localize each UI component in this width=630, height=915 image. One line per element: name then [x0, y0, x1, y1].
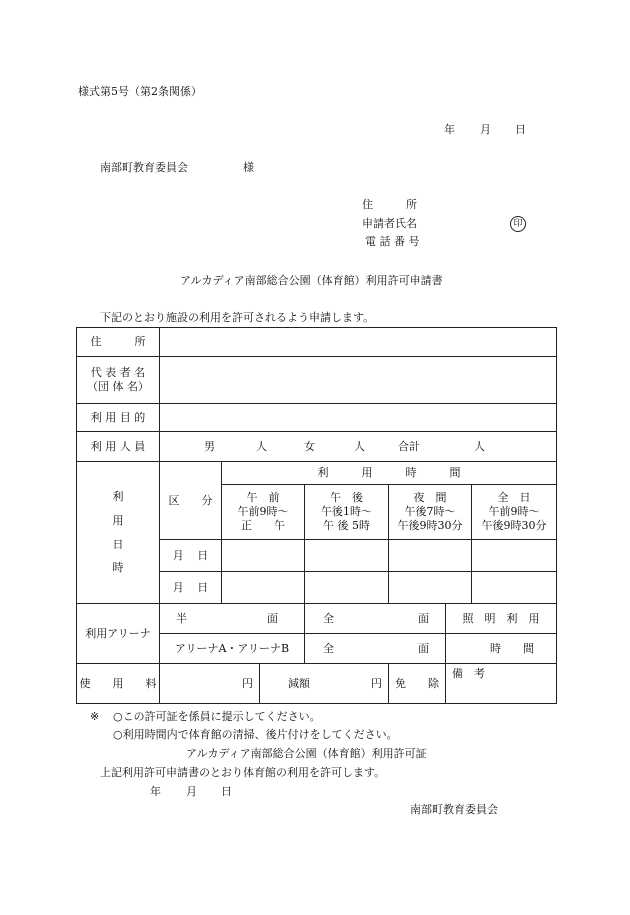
arena-ab-label: アリーナA・アリーナB — [174, 641, 290, 655]
intro-text: 下記のとおり施設の利用を許可されるよう申請します。 — [100, 311, 375, 324]
slot-fullday-1[interactable] — [472, 540, 557, 572]
division-label: 区 分 — [160, 462, 222, 540]
note-1: ○この許可証を係員に提示してください。 — [113, 710, 321, 723]
slot-am-1[interactable] — [222, 540, 305, 572]
half-court-cell[interactable] — [160, 604, 305, 634]
slot-pm-2[interactable] — [305, 572, 389, 604]
period-fullday-start: 午前9時～ — [488, 505, 540, 519]
full-label: 全 — [323, 611, 334, 625]
representative-row — [77, 357, 557, 404]
period-am-start: 午前9時～ — [237, 505, 289, 519]
period-pm — [305, 485, 389, 540]
datetime-char-1: 利 — [112, 490, 124, 503]
datetime-char-2: 用 — [112, 513, 124, 527]
slot-night-2[interactable] — [389, 572, 472, 604]
representative-field[interactable] — [160, 357, 557, 404]
seal-mark: 印 — [510, 216, 526, 232]
address-label: 住 所 — [77, 328, 160, 357]
half-label: 半 — [176, 611, 187, 625]
period-fullday-end: 午後9時30分 — [481, 518, 547, 532]
remarks-label: 備 考 — [452, 667, 485, 680]
period-fullday-name: 全 日 — [497, 491, 531, 505]
period-night — [389, 485, 472, 540]
applicant-phone-label: 電 話 番 号 — [365, 235, 420, 248]
arena-row-1 — [77, 604, 557, 634]
month-label: 月 — [172, 548, 184, 562]
fee-row — [77, 664, 557, 704]
note-2: ○利用時間内で体育館の清掃、後片付けをしてください。 — [113, 728, 398, 741]
applicant-name-label: 申請者氏名 — [362, 217, 417, 230]
period-night-name: 夜 間 — [413, 491, 447, 505]
total-label: 合計 — [398, 439, 420, 453]
full-court-cell-2[interactable] — [305, 634, 446, 664]
period-pm-end: 午 後 5時 — [323, 518, 370, 532]
slot-fullday-2[interactable] — [472, 572, 557, 604]
period-pm-name: 午 後 — [330, 491, 363, 505]
arena-label: 利用アリーナ — [77, 604, 160, 664]
exemption-cell[interactable] — [389, 664, 446, 704]
period-pm-start: 午後1時～ — [321, 505, 372, 519]
permit-title: アルカディア南部総合公園（体育館）利用許可証 — [186, 747, 427, 760]
full-face-label-2: 面 — [418, 641, 429, 655]
permit-date-day: 日 — [221, 785, 232, 798]
full-label-2: 全 — [323, 641, 334, 655]
datetime-char-3: 日 — [112, 537, 124, 551]
addressee: 南部町教育委員会 — [100, 161, 188, 174]
period-night-start: 午後7時～ — [404, 505, 456, 519]
date-cell-2[interactable] — [160, 572, 222, 604]
date-month: 月 — [480, 123, 491, 136]
fee-yen-label: 円 — [242, 676, 253, 690]
people-label: 利 用 人 員 — [77, 432, 160, 462]
representative-label — [77, 357, 160, 404]
fee-label: 使 用 料 — [77, 664, 160, 704]
women-label: 女 — [304, 439, 315, 453]
representative-label-line2: （団 体 名） — [87, 380, 149, 393]
application-form-table — [76, 327, 557, 704]
usage-time-header: 利 用 時 間 — [222, 462, 557, 485]
purpose-field[interactable] — [160, 404, 557, 432]
women-unit: 人 — [354, 439, 365, 453]
address-field[interactable] — [160, 328, 557, 357]
address-row — [77, 328, 557, 357]
slot-night-1[interactable] — [389, 540, 472, 572]
document-title: アルカディア南部総合公園（体育館）利用許可申請書 — [180, 274, 443, 287]
reduction-label: 減額 — [288, 676, 310, 690]
month-label: 月 — [172, 580, 184, 594]
permit-date-year: 年 — [150, 785, 161, 798]
total-unit: 人 — [474, 439, 485, 453]
issuer: 南部町教育委員会 — [410, 803, 498, 816]
date-cell-1[interactable] — [160, 540, 222, 572]
date-day: 日 — [515, 123, 526, 136]
period-am — [222, 485, 305, 540]
exemption-label: 免 除 — [395, 676, 439, 690]
fee-amount-cell[interactable] — [160, 664, 260, 704]
purpose-label: 利 用 目 的 — [77, 404, 160, 432]
representative-label-line1: 代 表 者 名 — [90, 366, 146, 380]
half-face-label: 面 — [267, 611, 278, 625]
day-label: 日 — [197, 580, 209, 594]
purpose-row — [77, 404, 557, 432]
form-number: 様式第5号（第2条関係） — [78, 85, 202, 98]
usage-datetime-label — [77, 462, 160, 604]
men-unit: 人 — [256, 439, 267, 453]
permit-text: 上記利用許可申請書のとおり体育館の利用を許可します。 — [100, 766, 386, 779]
period-am-name: 午 前 — [246, 491, 280, 505]
lighting-hours-label: 時 間 — [490, 641, 535, 655]
permit-date-month: 月 — [186, 785, 197, 798]
lighting-hours-cell[interactable] — [446, 634, 557, 664]
slot-am-2[interactable] — [222, 572, 305, 604]
people-field[interactable] — [160, 432, 557, 462]
full-court-cell-1[interactable] — [305, 604, 446, 634]
day-label: 日 — [197, 548, 209, 562]
slot-pm-1[interactable] — [305, 540, 389, 572]
applicant-address-label: 住 所 — [362, 198, 417, 211]
people-row — [77, 432, 557, 462]
remarks-cell[interactable] — [446, 664, 557, 704]
honorific: 様 — [243, 161, 254, 174]
period-fullday — [472, 485, 557, 540]
full-face-label: 面 — [418, 611, 429, 625]
period-night-end: 午後9時30分 — [397, 518, 463, 532]
reduction-yen-label: 円 — [371, 676, 382, 690]
reduction-cell[interactable] — [260, 664, 389, 704]
note-mark: ※ — [90, 710, 100, 723]
men-label: 男 — [204, 439, 215, 453]
arena-ab-cell[interactable] — [160, 634, 305, 664]
period-am-end: 正 午 — [241, 518, 285, 532]
time-header-row — [77, 462, 557, 485]
date-year: 年 — [444, 123, 455, 136]
lighting-label: 照 明 利 用 — [446, 604, 557, 634]
datetime-char-4: 時 — [112, 561, 124, 575]
